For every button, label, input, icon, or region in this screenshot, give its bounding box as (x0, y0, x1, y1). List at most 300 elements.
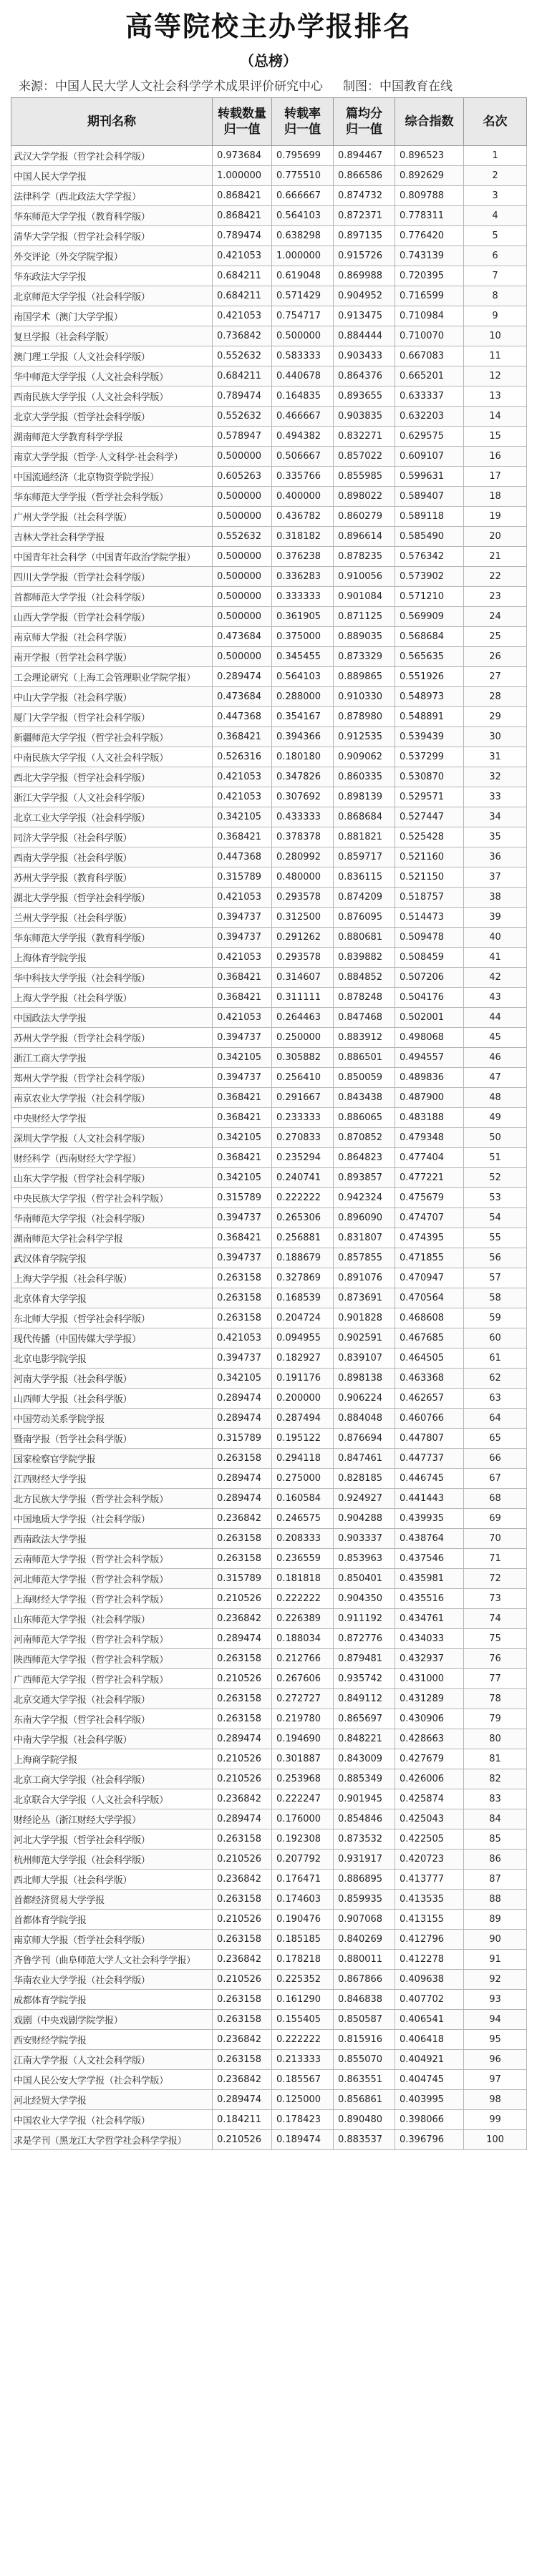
reprint-count-cell: 0.394737 (213, 928, 272, 948)
rank-cell: 65 (464, 1429, 527, 1449)
reprint-count-cell: 0.263158 (213, 1549, 272, 1569)
avg-score-cell: 0.869988 (334, 266, 395, 286)
table-row (11, 928, 527, 948)
rank-cell: 75 (464, 1629, 527, 1649)
rank-cell: 76 (464, 1649, 527, 1669)
journal-name-cell: 首都经济贸易大学学报 (11, 1890, 213, 1910)
reprint-count-cell: 0.289474 (213, 1489, 272, 1509)
table-row (11, 407, 527, 427)
avg-score-cell: 0.912535 (334, 727, 395, 747)
reprint-rate-cell: 0.376238 (272, 547, 334, 567)
rank-cell: 18 (464, 487, 527, 507)
avg-score-cell: 0.860335 (334, 767, 395, 787)
reprint-count-cell: 0.263158 (213, 1529, 272, 1549)
table-row (11, 507, 527, 527)
avg-score-cell: 0.878248 (334, 988, 395, 1008)
journal-name-cell: 南京农业大学学报（社会科学版） (11, 1088, 213, 1108)
avg-score-cell: 0.828185 (334, 1469, 395, 1489)
rank-cell: 30 (464, 727, 527, 747)
table-row (11, 707, 527, 727)
table-row (11, 206, 527, 226)
journal-name-cell: 华东政法大学学报 (11, 266, 213, 286)
table-row (11, 1188, 527, 1208)
reprint-count-cell: 0.736842 (213, 326, 272, 346)
reprint-count-cell: 0.868421 (213, 206, 272, 226)
reprint-count-cell: 0.315789 (213, 1429, 272, 1449)
reprint-rate-cell: 0.293578 (272, 888, 334, 908)
composite-index-cell: 0.475679 (395, 1188, 464, 1208)
composite-index-cell: 0.629575 (395, 427, 464, 447)
rank-cell: 99 (464, 2110, 527, 2130)
composite-index-cell: 0.537299 (395, 747, 464, 767)
avg-score-cell: 0.871125 (334, 607, 395, 627)
avg-score-cell: 0.942324 (334, 1188, 395, 1208)
reprint-count-cell: 0.447368 (213, 847, 272, 867)
reprint-count-cell: 0.236842 (213, 1609, 272, 1629)
composite-index-cell: 0.667083 (395, 346, 464, 366)
table-row (11, 687, 527, 707)
avg-score-cell: 0.876694 (334, 1429, 395, 1449)
journal-name-cell: 东南大学学报（哲学社会科学版） (11, 1709, 213, 1729)
avg-score-cell: 0.881821 (334, 827, 395, 847)
rank-cell: 21 (464, 547, 527, 567)
reprint-rate-cell: 0.250000 (272, 1028, 334, 1048)
composite-index-cell: 0.413535 (395, 1890, 464, 1910)
avg-score-cell: 0.898022 (334, 487, 395, 507)
composite-index-cell: 0.403995 (395, 2090, 464, 2110)
reprint-count-cell: 0.421053 (213, 787, 272, 807)
rank-cell: 85 (464, 1829, 527, 1850)
reprint-rate-cell: 0.164835 (272, 387, 334, 407)
rank-cell: 51 (464, 1148, 527, 1168)
table-row (11, 607, 527, 627)
reprint-rate-cell: 0.185185 (272, 1930, 334, 1950)
reprint-rate-cell: 0.314607 (272, 968, 334, 988)
rank-cell: 39 (464, 908, 527, 928)
journal-name-cell: 山西大学学报（哲学社会科学版） (11, 607, 213, 627)
reprint-count-cell: 0.315789 (213, 1188, 272, 1208)
avg-score-cell: 0.924927 (334, 1489, 395, 1509)
table-row (11, 1288, 527, 1308)
journal-name-cell: 财经科学（西南财经大学学报） (11, 1148, 213, 1168)
rank-cell: 74 (464, 1609, 527, 1629)
rank-cell: 24 (464, 607, 527, 627)
composite-index-cell: 0.396796 (395, 2130, 464, 2150)
avg-score-cell: 0.906224 (334, 1389, 395, 1409)
journal-name-cell: 河南师范大学学报（哲学社会科学版） (11, 1629, 213, 1649)
journal-name-cell: 华东师范大学学报（教育科学版） (11, 206, 213, 226)
journal-name-cell: 西南民族大学学报（人文社会科学版） (11, 387, 213, 407)
composite-index-cell: 0.435981 (395, 1569, 464, 1589)
reprint-rate-cell: 0.619048 (272, 266, 334, 286)
rank-cell: 64 (464, 1409, 527, 1429)
table-row (11, 1008, 527, 1028)
composite-index-cell: 0.514473 (395, 908, 464, 928)
rank-cell: 8 (464, 286, 527, 306)
table-row (11, 1789, 527, 1809)
rank-cell: 67 (464, 1469, 527, 1489)
composite-index-cell: 0.406541 (395, 2010, 464, 2030)
reprint-rate-cell: 0.294118 (272, 1449, 334, 1469)
reprint-rate-cell: 0.094955 (272, 1328, 334, 1348)
rank-cell: 57 (464, 1268, 527, 1288)
rank-cell: 10 (464, 326, 527, 346)
journal-name-cell: 暨南学报（哲学社会科学版） (11, 1429, 213, 1449)
table-row (11, 1168, 527, 1188)
table-row (11, 1509, 527, 1529)
reprint-rate-cell: 0.178423 (272, 2110, 334, 2130)
table-row (11, 667, 527, 687)
journal-name-cell: 西南大学学报（社会科学版） (11, 847, 213, 867)
rank-cell: 12 (464, 366, 527, 387)
avg-score-cell: 0.815916 (334, 2030, 395, 2050)
rank-cell: 25 (464, 627, 527, 647)
avg-score-cell: 0.850587 (334, 2010, 395, 2030)
reprint-rate-cell: 0.754717 (272, 306, 334, 326)
avg-score-cell: 0.898138 (334, 1369, 395, 1389)
reprint-rate-cell: 0.288000 (272, 687, 334, 707)
table-row (11, 1669, 527, 1689)
reprint-rate-cell: 0.264463 (272, 1008, 334, 1028)
reprint-count-cell: 0.236842 (213, 1870, 272, 1890)
credit-text: 制图：中国教育在线 (343, 79, 453, 94)
table-row (11, 366, 527, 387)
avg-score-cell: 0.864823 (334, 1148, 395, 1168)
journal-name-cell: 中国青年社会科学（中国青年政治学院学报） (11, 547, 213, 567)
journal-name-cell: 财经论丛（浙江财经大学学报） (11, 1809, 213, 1829)
journal-name-cell: 中国劳动关系学院学报 (11, 1409, 213, 1429)
table-row (11, 1048, 527, 1068)
table-row (11, 1850, 527, 1870)
table-row (11, 387, 527, 407)
table-row (11, 1930, 527, 1950)
rank-cell: 97 (464, 2070, 527, 2090)
reprint-count-cell: 0.578947 (213, 427, 272, 447)
composite-index-cell: 0.412278 (395, 1950, 464, 1970)
journal-name-cell: 山东师范大学学报（社会科学版） (11, 1609, 213, 1629)
reprint-count-cell: 0.868421 (213, 186, 272, 206)
rank-cell: 4 (464, 206, 527, 226)
rank-cell: 89 (464, 1910, 527, 1930)
composite-index-cell: 0.504176 (395, 988, 464, 1008)
reprint-rate-cell: 0.213333 (272, 2050, 334, 2070)
table-row (11, 587, 527, 607)
journal-name-cell: 上海体育学院学报 (11, 948, 213, 968)
journal-name-cell: 中央民族大学学报（哲学社会科学版） (11, 1188, 213, 1208)
rank-cell: 54 (464, 1208, 527, 1228)
journal-name-cell: 上海财经大学学报（哲学社会科学版） (11, 1589, 213, 1609)
table-row (11, 847, 527, 867)
col-reprint-rate-header: 转载率 归一值 (272, 98, 334, 146)
avg-score-cell: 0.896614 (334, 527, 395, 547)
composite-index-cell: 0.521160 (395, 847, 464, 867)
rank-cell: 94 (464, 2010, 527, 2030)
reprint-count-cell: 0.447368 (213, 707, 272, 727)
table-row (11, 226, 527, 246)
journal-name-cell: 西北师大学报（社会科学版） (11, 1870, 213, 1890)
composite-index-cell: 0.434033 (395, 1629, 464, 1649)
rank-cell: 20 (464, 527, 527, 547)
reprint-count-cell: 0.500000 (213, 487, 272, 507)
composite-index-cell: 0.509478 (395, 928, 464, 948)
reprint-count-cell: 0.315789 (213, 1569, 272, 1589)
table-row (11, 1890, 527, 1910)
avg-score-cell: 0.880681 (334, 928, 395, 948)
reprint-count-cell: 0.394737 (213, 1028, 272, 1048)
reprint-count-cell: 0.263158 (213, 1709, 272, 1729)
reprint-count-cell: 0.394737 (213, 1248, 272, 1268)
table-row (11, 1910, 527, 1930)
avg-score-cell: 0.868684 (334, 807, 395, 827)
table-row (11, 1829, 527, 1850)
reprint-rate-cell: 0.666667 (272, 186, 334, 206)
rank-cell: 22 (464, 567, 527, 587)
rank-cell: 7 (464, 266, 527, 286)
avg-score-cell: 0.904288 (334, 1509, 395, 1529)
reprint-count-cell: 0.263158 (213, 1449, 272, 1469)
journal-name-cell: 中国人民公安大学学报（社会科学版） (11, 2070, 213, 2090)
reprint-rate-cell: 0.318182 (272, 527, 334, 547)
journal-name-cell: 武汉体育学院学报 (11, 1248, 213, 1268)
reprint-count-cell: 1.000000 (213, 166, 272, 186)
journal-name-cell: 四川大学学报（哲学社会科学版） (11, 567, 213, 587)
reprint-count-cell: 0.973684 (213, 146, 272, 166)
rank-cell: 9 (464, 306, 527, 326)
reprint-count-cell: 0.289474 (213, 1729, 272, 1749)
reprint-rate-cell: 0.212766 (272, 1649, 334, 1669)
reprint-rate-cell: 0.188679 (272, 1248, 334, 1268)
rank-cell: 19 (464, 507, 527, 527)
journal-name-cell: 兰州大学学报（社会科学版） (11, 908, 213, 928)
table-row (11, 2090, 527, 2110)
reprint-count-cell: 0.342105 (213, 1369, 272, 1389)
journal-name-cell: 武汉大学学报（哲学社会科学版） (11, 146, 213, 166)
composite-index-cell: 0.568684 (395, 627, 464, 647)
journal-name-cell: 苏州大学学报（哲学社会科学版） (11, 1028, 213, 1048)
reprint-count-cell: 0.605263 (213, 467, 272, 487)
journal-name-cell: 北京工商大学学报（社会科学版） (11, 1769, 213, 1789)
composite-index-cell: 0.432937 (395, 1649, 464, 1669)
table-row (11, 1409, 527, 1429)
reprint-rate-cell: 0.235294 (272, 1148, 334, 1168)
reprint-rate-cell: 0.280992 (272, 847, 334, 867)
avg-score-cell: 0.857022 (334, 447, 395, 467)
composite-index-cell: 0.404921 (395, 2050, 464, 2070)
avg-score-cell: 0.884444 (334, 326, 395, 346)
avg-score-cell: 0.846838 (334, 1990, 395, 2010)
composite-index-cell: 0.548973 (395, 687, 464, 707)
table-row (11, 1569, 527, 1589)
avg-score-cell: 0.874209 (334, 888, 395, 908)
table-row (11, 286, 527, 306)
rank-cell: 40 (464, 928, 527, 948)
journal-name-cell: 杭州师范大学学报（社会科学版） (11, 1850, 213, 1870)
reprint-count-cell: 0.421053 (213, 246, 272, 266)
composite-index-cell: 0.431000 (395, 1669, 464, 1689)
table-row (11, 1128, 527, 1148)
reprint-rate-cell: 0.571429 (272, 286, 334, 306)
composite-index-cell: 0.518757 (395, 888, 464, 908)
reprint-rate-cell: 0.347826 (272, 767, 334, 787)
journal-name-cell: 广西师范大学学报（哲学社会科学版） (11, 1669, 213, 1689)
reprint-rate-cell: 0.174603 (272, 1890, 334, 1910)
journal-name-cell: 华中师范大学学报（人文社会科学版） (11, 366, 213, 387)
reprint-rate-cell: 0.293578 (272, 948, 334, 968)
rank-cell: 82 (464, 1769, 527, 1789)
reprint-rate-cell: 0.638298 (272, 226, 334, 246)
composite-index-cell: 0.477404 (395, 1148, 464, 1168)
rank-cell: 66 (464, 1449, 527, 1469)
avg-score-cell: 0.874732 (334, 186, 395, 206)
avg-score-cell: 0.866586 (334, 166, 395, 186)
avg-score-cell: 0.885349 (334, 1769, 395, 1789)
avg-score-cell: 0.873329 (334, 647, 395, 667)
rank-cell: 62 (464, 1369, 527, 1389)
composite-index-cell: 0.425874 (395, 1789, 464, 1809)
reprint-rate-cell: 0.256410 (272, 1068, 334, 1088)
composite-index-cell: 0.710070 (395, 326, 464, 346)
avg-score-cell: 0.898139 (334, 787, 395, 807)
rank-cell: 1 (464, 146, 527, 166)
table-row (11, 527, 527, 547)
rank-cell: 86 (464, 1850, 527, 1870)
rank-cell: 53 (464, 1188, 527, 1208)
avg-score-cell: 0.870852 (334, 1128, 395, 1148)
table-row (11, 867, 527, 888)
journal-name-cell: 河南大学学报（社会科学版） (11, 1369, 213, 1389)
rank-cell: 55 (464, 1228, 527, 1248)
source-line (0, 72, 537, 97)
reprint-rate-cell: 0.500000 (272, 326, 334, 346)
reprint-count-cell: 0.684211 (213, 366, 272, 387)
avg-score-cell: 0.894467 (334, 146, 395, 166)
reprint-count-cell: 0.210526 (213, 2130, 272, 2150)
reprint-rate-cell: 0.436782 (272, 507, 334, 527)
table-row (11, 988, 527, 1008)
reprint-count-cell: 0.473684 (213, 627, 272, 647)
avg-score-cell: 0.859935 (334, 1890, 395, 1910)
table-row (11, 146, 527, 166)
table-row (11, 346, 527, 366)
reprint-rate-cell: 0.291667 (272, 1088, 334, 1108)
composite-index-cell: 0.460766 (395, 1409, 464, 1429)
reprint-rate-cell: 0.301887 (272, 1749, 334, 1769)
avg-score-cell: 0.879481 (334, 1649, 395, 1669)
reprint-rate-cell: 0.433333 (272, 807, 334, 827)
journal-name-cell: 华南师范大学学报（社会科学版） (11, 1208, 213, 1228)
journal-name-cell: 中国农业大学学报（社会科学版） (11, 2110, 213, 2130)
rank-cell: 6 (464, 246, 527, 266)
table-row (11, 2110, 527, 2130)
reprint-rate-cell: 0.182927 (272, 1348, 334, 1369)
rank-cell: 84 (464, 1809, 527, 1829)
reprint-count-cell: 0.289474 (213, 1629, 272, 1649)
rank-cell: 63 (464, 1389, 527, 1409)
journal-name-cell: 南京师大学报（哲学社会科学版） (11, 1930, 213, 1950)
table-row (11, 627, 527, 647)
reprint-rate-cell: 0.188034 (272, 1629, 334, 1649)
reprint-count-cell: 0.210526 (213, 1910, 272, 1930)
journal-name-cell: 北京电影学院学报 (11, 1348, 213, 1369)
avg-score-cell: 0.883537 (334, 2130, 395, 2150)
rank-cell: 45 (464, 1028, 527, 1048)
col-journal-name-header: 期刊名称 (11, 98, 213, 146)
journal-name-cell: 湖南师范大学社会科学学报 (11, 1228, 213, 1248)
rank-cell: 3 (464, 186, 527, 206)
rank-cell: 88 (464, 1890, 527, 1910)
avg-score-cell: 0.903835 (334, 407, 395, 427)
rank-cell: 79 (464, 1709, 527, 1729)
avg-score-cell: 0.831807 (334, 1228, 395, 1248)
reprint-rate-cell: 0.204724 (272, 1308, 334, 1328)
composite-index-cell: 0.527447 (395, 807, 464, 827)
reprint-count-cell: 0.263158 (213, 2050, 272, 2070)
avg-score-cell: 0.848221 (334, 1729, 395, 1749)
reprint-count-cell: 0.210526 (213, 1970, 272, 1990)
composite-index-cell: 0.470947 (395, 1268, 464, 1288)
journal-name-cell: 澳门理工学报（人文社会科学版） (11, 346, 213, 366)
table-row (11, 787, 527, 807)
avg-score-cell: 0.915726 (334, 246, 395, 266)
table-row (11, 1609, 527, 1629)
reprint-count-cell: 0.368421 (213, 1148, 272, 1168)
reprint-count-cell: 0.368421 (213, 827, 272, 847)
journal-name-cell: 中国地质大学学报（社会科学版） (11, 1509, 213, 1529)
reprint-rate-cell: 0.168539 (272, 1288, 334, 1308)
reprint-count-cell: 0.368421 (213, 968, 272, 988)
journal-name-cell: 江南大学学报（人文社会科学版） (11, 2050, 213, 2070)
reprint-rate-cell: 0.265306 (272, 1208, 334, 1228)
reprint-rate-cell: 0.795699 (272, 146, 334, 166)
source-text: 来源：中国人民大学人文社会科学学术成果评价研究中心 (19, 79, 323, 94)
rank-cell: 47 (464, 1068, 527, 1088)
reprint-rate-cell: 0.336283 (272, 567, 334, 587)
composite-index-cell: 0.428663 (395, 1729, 464, 1749)
reprint-count-cell: 0.552632 (213, 407, 272, 427)
composite-index-cell: 0.431289 (395, 1689, 464, 1709)
table-row (11, 567, 527, 587)
journal-name-cell: 西安财经学院学报 (11, 2030, 213, 2050)
avg-score-cell: 0.847468 (334, 1008, 395, 1028)
composite-index-cell: 0.525428 (395, 827, 464, 847)
reprint-rate-cell: 0.225352 (272, 1970, 334, 1990)
journal-name-cell: 华南农业大学学报（社会科学版） (11, 1970, 213, 1990)
avg-score-cell: 0.880011 (334, 1950, 395, 1970)
reprint-count-cell: 0.684211 (213, 266, 272, 286)
reprint-rate-cell: 0.226389 (272, 1609, 334, 1629)
composite-index-cell: 0.479348 (395, 1128, 464, 1148)
composite-index-cell: 0.470564 (395, 1288, 464, 1308)
reprint-rate-cell: 0.222222 (272, 1188, 334, 1208)
reprint-rate-cell: 0.440678 (272, 366, 334, 387)
reprint-rate-cell: 0.219780 (272, 1709, 334, 1729)
rank-cell: 50 (464, 1128, 527, 1148)
journal-name-cell: 法律科学（西北政法大学学报） (11, 186, 213, 206)
reprint-rate-cell: 0.775510 (272, 166, 334, 186)
journal-name-cell: 首都师范大学学报（社会科学版） (11, 587, 213, 607)
composite-index-cell: 0.809788 (395, 186, 464, 206)
composite-index-cell: 0.407702 (395, 1990, 464, 2010)
journal-name-cell: 河北大学学报（哲学社会科学版） (11, 1829, 213, 1850)
composite-index-cell: 0.489836 (395, 1068, 464, 1088)
composite-index-cell: 0.896523 (395, 146, 464, 166)
reprint-count-cell: 0.289474 (213, 1809, 272, 1829)
composite-index-cell: 0.571210 (395, 587, 464, 607)
col-rank-header: 名次 (464, 98, 527, 146)
reprint-rate-cell: 0.378378 (272, 827, 334, 847)
avg-score-cell: 0.872776 (334, 1629, 395, 1649)
composite-index-cell: 0.413155 (395, 1910, 464, 1930)
